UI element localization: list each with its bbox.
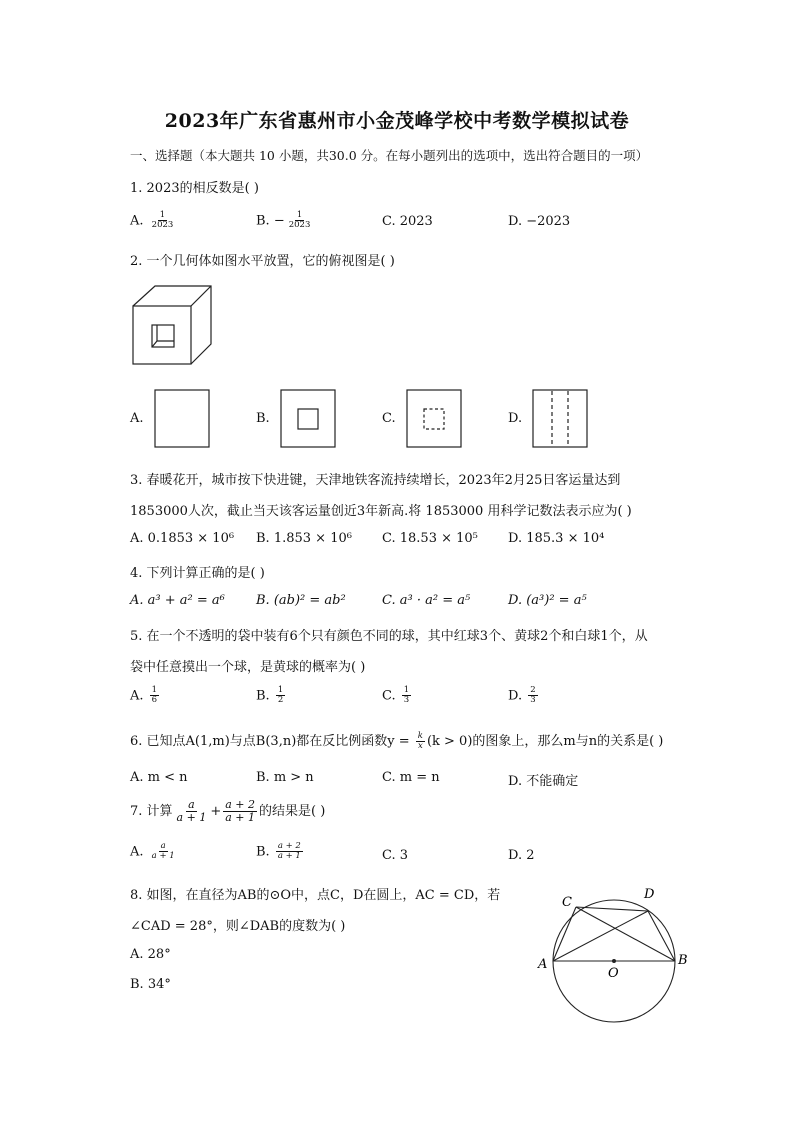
numerator: 1 bbox=[277, 685, 284, 695]
cube-hole-inner bbox=[152, 341, 174, 347]
q2-option-c-label: C. bbox=[382, 411, 396, 426]
q4-option-d: D. (a³)² = a⁵ bbox=[508, 593, 587, 608]
denominator: a + 1 bbox=[277, 851, 301, 862]
denominator: 2023 bbox=[288, 220, 311, 231]
label-d: D bbox=[644, 887, 655, 902]
option-label: C. bbox=[382, 688, 396, 704]
denominator: 2 bbox=[277, 695, 284, 706]
q2-option-c-figure bbox=[406, 389, 464, 449]
question-4-stem: 4. 下列计算正确的是( ) bbox=[130, 566, 265, 581]
fraction-k-over-x bbox=[416, 732, 425, 752]
question-2-stem: 2. 一个几何体如图水平放置，它的俯视图是( ) bbox=[130, 254, 395, 269]
inner-square-solid bbox=[298, 409, 318, 429]
label-c: C bbox=[562, 895, 572, 910]
question-6-stem bbox=[130, 730, 663, 751]
numerator: a bbox=[160, 841, 166, 851]
q4-option-c: C. a³ · a² = a⁵ bbox=[382, 593, 471, 608]
q2-option-a-label: A. bbox=[130, 411, 144, 426]
question-8-stem-line1: 8. 如图，在直径为AB的⊙O中，点C，D在圆上，AC = CD，若 bbox=[130, 888, 501, 903]
cube-edge bbox=[191, 286, 211, 306]
fraction-2 bbox=[223, 799, 257, 824]
q5-option-d bbox=[508, 686, 540, 706]
q5-option-c bbox=[382, 686, 413, 706]
q7-option-a bbox=[130, 842, 179, 862]
numerator: 1 bbox=[403, 685, 410, 695]
q3-option-b: B. 1.853 × 10⁶ bbox=[256, 531, 352, 546]
denominator: a + 1 bbox=[225, 811, 256, 825]
numerator: 1 bbox=[159, 210, 166, 220]
square-outline bbox=[407, 390, 461, 447]
stem-text-post: 的结果是( ) bbox=[259, 804, 326, 820]
minus-sign: − bbox=[273, 213, 285, 229]
numerator: a bbox=[188, 798, 195, 811]
square-outline bbox=[281, 390, 335, 447]
label-b: B bbox=[678, 953, 688, 968]
numerator: 1 bbox=[151, 685, 158, 695]
denominator: a + 1 bbox=[151, 851, 175, 862]
q8-option-a: A. 28° bbox=[130, 947, 171, 962]
chord-cd bbox=[576, 907, 648, 911]
q2-option-a-figure bbox=[154, 389, 212, 449]
fraction bbox=[150, 686, 159, 706]
question-5-stem-line2: 袋中任意摸出一个球，是黄球的概率为( ) bbox=[130, 660, 366, 675]
fraction-1 bbox=[175, 799, 209, 824]
q4-option-b: B. (ab)² = ab² bbox=[256, 593, 346, 608]
numerator: 2 bbox=[530, 685, 536, 695]
fraction bbox=[402, 686, 411, 706]
q1-option-a bbox=[130, 211, 177, 231]
q3-option-d: D. 185.3 × 10⁴ bbox=[508, 531, 605, 546]
q3-option-c: C. 18.53 × 10⁵ bbox=[382, 531, 478, 546]
fraction bbox=[287, 211, 313, 231]
q2-option-b-figure bbox=[280, 389, 338, 449]
q2-option-d-figure bbox=[532, 389, 590, 449]
option-label: B. bbox=[256, 688, 270, 704]
denominator: 3 bbox=[403, 695, 410, 706]
chord-ac bbox=[553, 907, 576, 961]
q1-option-b bbox=[256, 211, 314, 231]
q7-option-c: C. 3 bbox=[382, 848, 409, 863]
question-3-stem-line2: 1853000人次，截止当天该客运量创近3年新高.将 1853000 用科学记数法表示应为( ) bbox=[130, 504, 632, 519]
numerator: k bbox=[417, 730, 423, 741]
denominator: x bbox=[417, 741, 423, 751]
denominator: 3 bbox=[530, 695, 536, 706]
question-5-stem-line1: 5. 在一个不透明的袋中装有6个只有颜色不同的球，其中红球3个、黄球2个和白球1个，从 bbox=[130, 629, 648, 644]
fraction bbox=[276, 686, 285, 706]
question-3-stem-line1: 3. 春暖花开，城市按下快进键，天津地铁客流持续增长，2023年2月25日客运量达到 bbox=[130, 473, 621, 488]
q5-option-a bbox=[130, 686, 161, 706]
q7-option-b bbox=[256, 842, 305, 862]
q1-option-d: D. −2023 bbox=[508, 214, 571, 229]
fraction bbox=[528, 686, 537, 706]
q5-option-b bbox=[256, 686, 287, 706]
fraction bbox=[276, 842, 303, 862]
q6-option-c: C. m = n bbox=[382, 770, 440, 785]
q2-option-d-label: D. bbox=[508, 411, 523, 426]
option-label: A. bbox=[130, 213, 144, 229]
center-point bbox=[612, 959, 616, 963]
q6-option-d: D. 不能确定 bbox=[508, 774, 579, 789]
stem-text-pre: 7. 计算 bbox=[130, 804, 173, 820]
numerator: 1 bbox=[296, 210, 303, 220]
question-8-stem-line2: ∠CAD = 28°，则∠DAB的度数为( ) bbox=[130, 919, 346, 934]
cube-figure bbox=[128, 283, 218, 369]
label-o: O bbox=[608, 966, 619, 981]
option-label: D. bbox=[508, 688, 523, 704]
numerator: a + 2 bbox=[225, 798, 256, 811]
numerator: a + 2 bbox=[277, 841, 301, 851]
option-label: A. bbox=[130, 688, 144, 704]
fraction bbox=[150, 842, 177, 862]
stem-text-post: (k > 0)的图象上，那么m与n的关系是( ) bbox=[426, 734, 664, 749]
fraction bbox=[150, 211, 176, 231]
square-outline bbox=[533, 390, 587, 447]
denominator: a + 1 bbox=[176, 811, 207, 825]
question-7-stem bbox=[130, 799, 325, 824]
question-1-stem: 1. 2023的相反数是( ) bbox=[130, 181, 259, 196]
q1-option-c: C. 2023 bbox=[382, 214, 433, 229]
chord-ad bbox=[553, 911, 648, 961]
stem-text-pre: 6. 已知点A(1,m)与点B(3,n)都在反比例函数y = bbox=[130, 734, 414, 749]
denominator: 6 bbox=[151, 695, 158, 706]
square-outline bbox=[155, 390, 209, 447]
q4-option-a: A. a³ + a² = a⁶ bbox=[130, 593, 225, 608]
label-a: A bbox=[538, 957, 548, 972]
circle-figure bbox=[530, 880, 700, 1025]
inner-square-dashed bbox=[424, 409, 444, 429]
denominator: 2023 bbox=[151, 220, 174, 231]
plus-sign: + bbox=[210, 804, 222, 820]
q6-option-a: A. m < n bbox=[130, 770, 188, 785]
option-label: B. bbox=[256, 213, 270, 229]
option-label: B. bbox=[256, 844, 270, 860]
q7-option-d: D. 2 bbox=[508, 848, 535, 863]
option-label: A. bbox=[130, 844, 144, 860]
page-title: 2023年广东省惠州市小金茂峰学校中考数学模拟试卷 bbox=[164, 110, 630, 132]
cube-front-face bbox=[133, 306, 191, 364]
q6-option-b: B. m > n bbox=[256, 770, 314, 785]
section-heading: 一、选择题（本大题共 10 小题，共30.0 分。在每小题列出的选项中，选出符合题目的一项） bbox=[130, 148, 649, 163]
q8-option-b: B. 34° bbox=[130, 977, 171, 992]
q3-option-a: A. 0.1853 × 10⁶ bbox=[130, 531, 235, 546]
q2-option-b-label: B. bbox=[256, 411, 270, 426]
